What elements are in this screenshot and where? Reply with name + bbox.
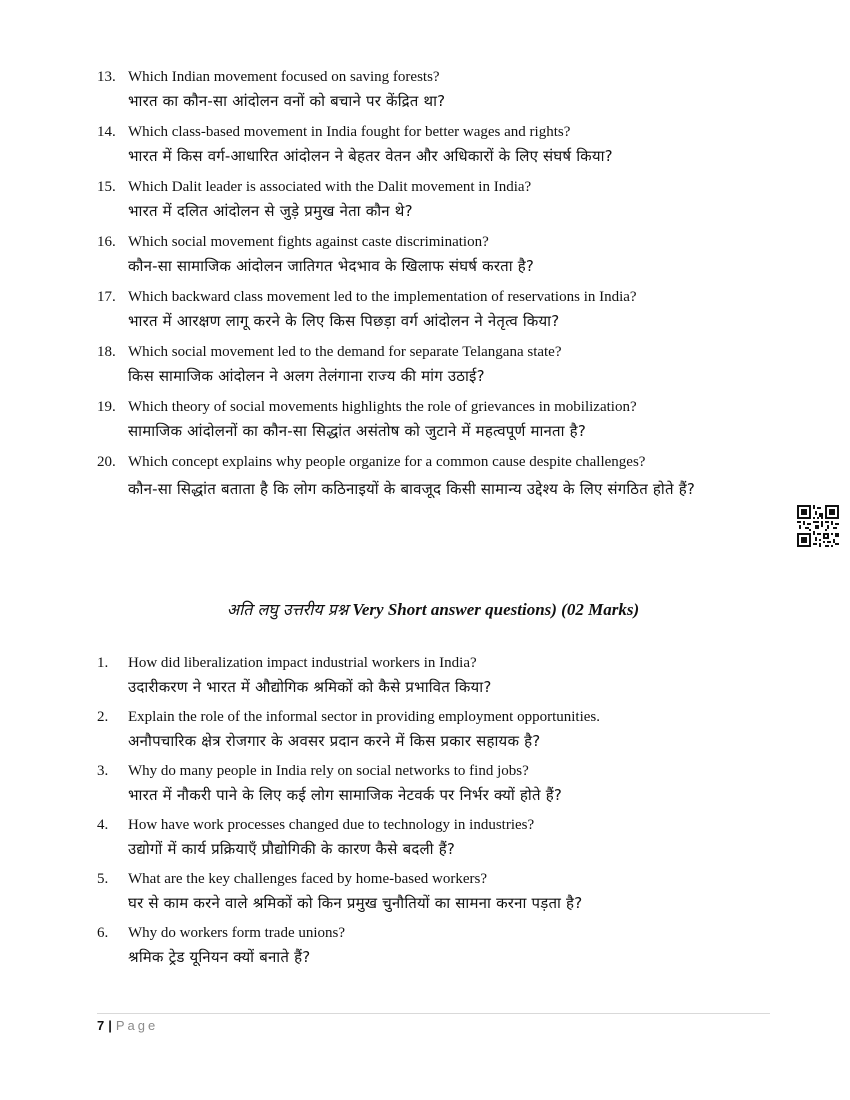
question-english: Which theory of social movements highlights the role of grievances in mobilization? bbox=[128, 399, 637, 415]
question-english: Why do many people in India rely on social networks to find jobs? bbox=[128, 763, 529, 779]
question-hindi: उद्योगों में कार्य प्रक्रियाएँ प्रौद्योगिकी के कारण कैसे बदली हैं? bbox=[128, 840, 456, 858]
question-number: 13. bbox=[97, 69, 116, 85]
question-item bbox=[97, 341, 757, 389]
question-number: 20. bbox=[97, 454, 116, 470]
question-item bbox=[97, 231, 757, 279]
question-hindi: भारत में किस वर्ग-आधारित आंदोलन ने बेहतर वेतन और अधिकारों के लिए संघर्ष किया? bbox=[128, 147, 613, 165]
question-number: 4. bbox=[97, 817, 109, 833]
question-english: Explain the role of the informal sector in providing employment opportunities. bbox=[128, 709, 600, 725]
question-hindi: उदारीकरण ने भारत में औद्योगिक श्रमिकों को कैसे प्रभावित किया? bbox=[128, 678, 492, 696]
question-english: Why do workers form trade unions? bbox=[128, 925, 346, 941]
question-item bbox=[97, 121, 757, 169]
question-hindi: किस सामाजिक आंदोलन ने अलग तेलंगाना राज्य की मांग उठाई? bbox=[128, 367, 485, 385]
question-english: Which Indian movement focused on saving forests? bbox=[128, 69, 440, 85]
footer-separator: | bbox=[108, 1018, 112, 1033]
question-number: 16. bbox=[97, 234, 116, 250]
section-heading bbox=[0, 598, 850, 622]
question-number: 18. bbox=[97, 344, 116, 360]
question-body bbox=[128, 868, 757, 916]
question-item bbox=[97, 396, 757, 444]
question-english: Which concept explains why people organize for a common cause despite challenges? bbox=[128, 454, 646, 470]
question-english: Which backward class movement led to the implementation of reservations in India? bbox=[128, 289, 637, 305]
question-body bbox=[128, 451, 757, 505]
question-number: 17. bbox=[97, 289, 116, 305]
question-item bbox=[97, 814, 757, 862]
question-item bbox=[97, 760, 757, 808]
question-english: Which social movement led to the demand for separate Telangana state? bbox=[128, 344, 562, 360]
question-hindi: श्रमिक ट्रेड यूनियन क्यों बनाते हैं? bbox=[128, 948, 311, 966]
section-heading-hindi: अति लघु उत्तरीय प्रश्न bbox=[226, 600, 349, 619]
question-number: 19. bbox=[97, 399, 116, 415]
question-hindi: अनौपचारिक क्षेत्र रोजगार के अवसर प्रदान करने में किस प्रकार सहायक है? bbox=[128, 732, 541, 750]
question-hindi: कौन-सा सिद्धांत बताता है कि लोग कठिनाइयों के बावजूद किसी सामान्य उद्देश्य के लिए संगठित होते हैं? bbox=[128, 480, 696, 498]
question-hindi: सामाजिक आंदोलनों का कौन-सा सिद्धांत असंतोष को जुटाने में महत्वपूर्ण मानता है? bbox=[128, 422, 586, 440]
question-english: Which social movement fights against caste discrimination? bbox=[128, 234, 489, 250]
question-list-objective bbox=[97, 66, 757, 512]
question-body bbox=[128, 121, 757, 169]
question-body bbox=[128, 922, 757, 970]
question-number: 5. bbox=[97, 871, 109, 887]
question-body bbox=[128, 176, 757, 224]
page-footer bbox=[97, 1013, 770, 1035]
question-body bbox=[128, 286, 757, 334]
question-english: What are the key challenges faced by home-based workers? bbox=[128, 871, 487, 887]
question-item bbox=[97, 66, 757, 114]
question-item bbox=[97, 652, 757, 700]
question-number: 6. bbox=[97, 925, 109, 941]
question-english: How did liberalization impact industrial workers in India? bbox=[128, 655, 477, 671]
question-list-very-short bbox=[97, 652, 757, 976]
question-body bbox=[128, 814, 757, 862]
question-number: 3. bbox=[97, 763, 109, 779]
question-number: 2. bbox=[97, 709, 109, 725]
question-body bbox=[128, 341, 757, 389]
question-item bbox=[97, 706, 757, 754]
question-number: 15. bbox=[97, 179, 116, 195]
page-label: Page bbox=[115, 1018, 159, 1033]
question-body bbox=[128, 760, 757, 808]
question-body bbox=[128, 652, 757, 700]
question-hindi: भारत में दलित आंदोलन से जुड़े प्रमुख नेता कौन थे? bbox=[128, 202, 413, 220]
question-item bbox=[97, 286, 757, 334]
question-number: 14. bbox=[97, 124, 116, 140]
question-number: 1. bbox=[97, 655, 109, 671]
question-body bbox=[128, 66, 757, 114]
qr-code-icon[interactable] bbox=[797, 505, 839, 547]
question-english: Which Dalit leader is associated with the Dalit movement in India? bbox=[128, 179, 532, 195]
question-body bbox=[128, 396, 757, 444]
section-heading-english: Very Short answer questions) (02 Marks) bbox=[352, 600, 640, 619]
question-hindi: भारत में नौकरी पाने के लिए कई लोग सामाजिक नेटवर्क पर निर्भर क्यों होते हैं? bbox=[128, 786, 563, 804]
question-item bbox=[97, 868, 757, 916]
question-hindi: घर से काम करने वाले श्रमिकों को किन प्रमुख चुनौतियों का सामना करना पड़ता है? bbox=[128, 894, 583, 912]
question-hindi: कौन-सा सामाजिक आंदोलन जातिगत भेदभाव के खिलाफ संघर्ष करता है? bbox=[128, 257, 535, 275]
question-body bbox=[128, 706, 757, 754]
question-item bbox=[97, 451, 757, 505]
question-item bbox=[97, 176, 757, 224]
question-body bbox=[128, 231, 757, 279]
question-english: How have work processes changed due to technology in industries? bbox=[128, 817, 535, 833]
question-hindi: भारत में आरक्षण लागू करने के लिए किस पिछड़ा वर्ग आंदोलन ने नेतृत्व किया? bbox=[128, 312, 560, 330]
question-english: Which class-based movement in India fought for better wages and rights? bbox=[128, 124, 571, 140]
page-number: 7 bbox=[97, 1018, 105, 1033]
question-hindi: भारत का कौन-सा आंदोलन वनों को बचाने पर केंद्रित था? bbox=[128, 92, 446, 110]
question-item bbox=[97, 922, 757, 970]
